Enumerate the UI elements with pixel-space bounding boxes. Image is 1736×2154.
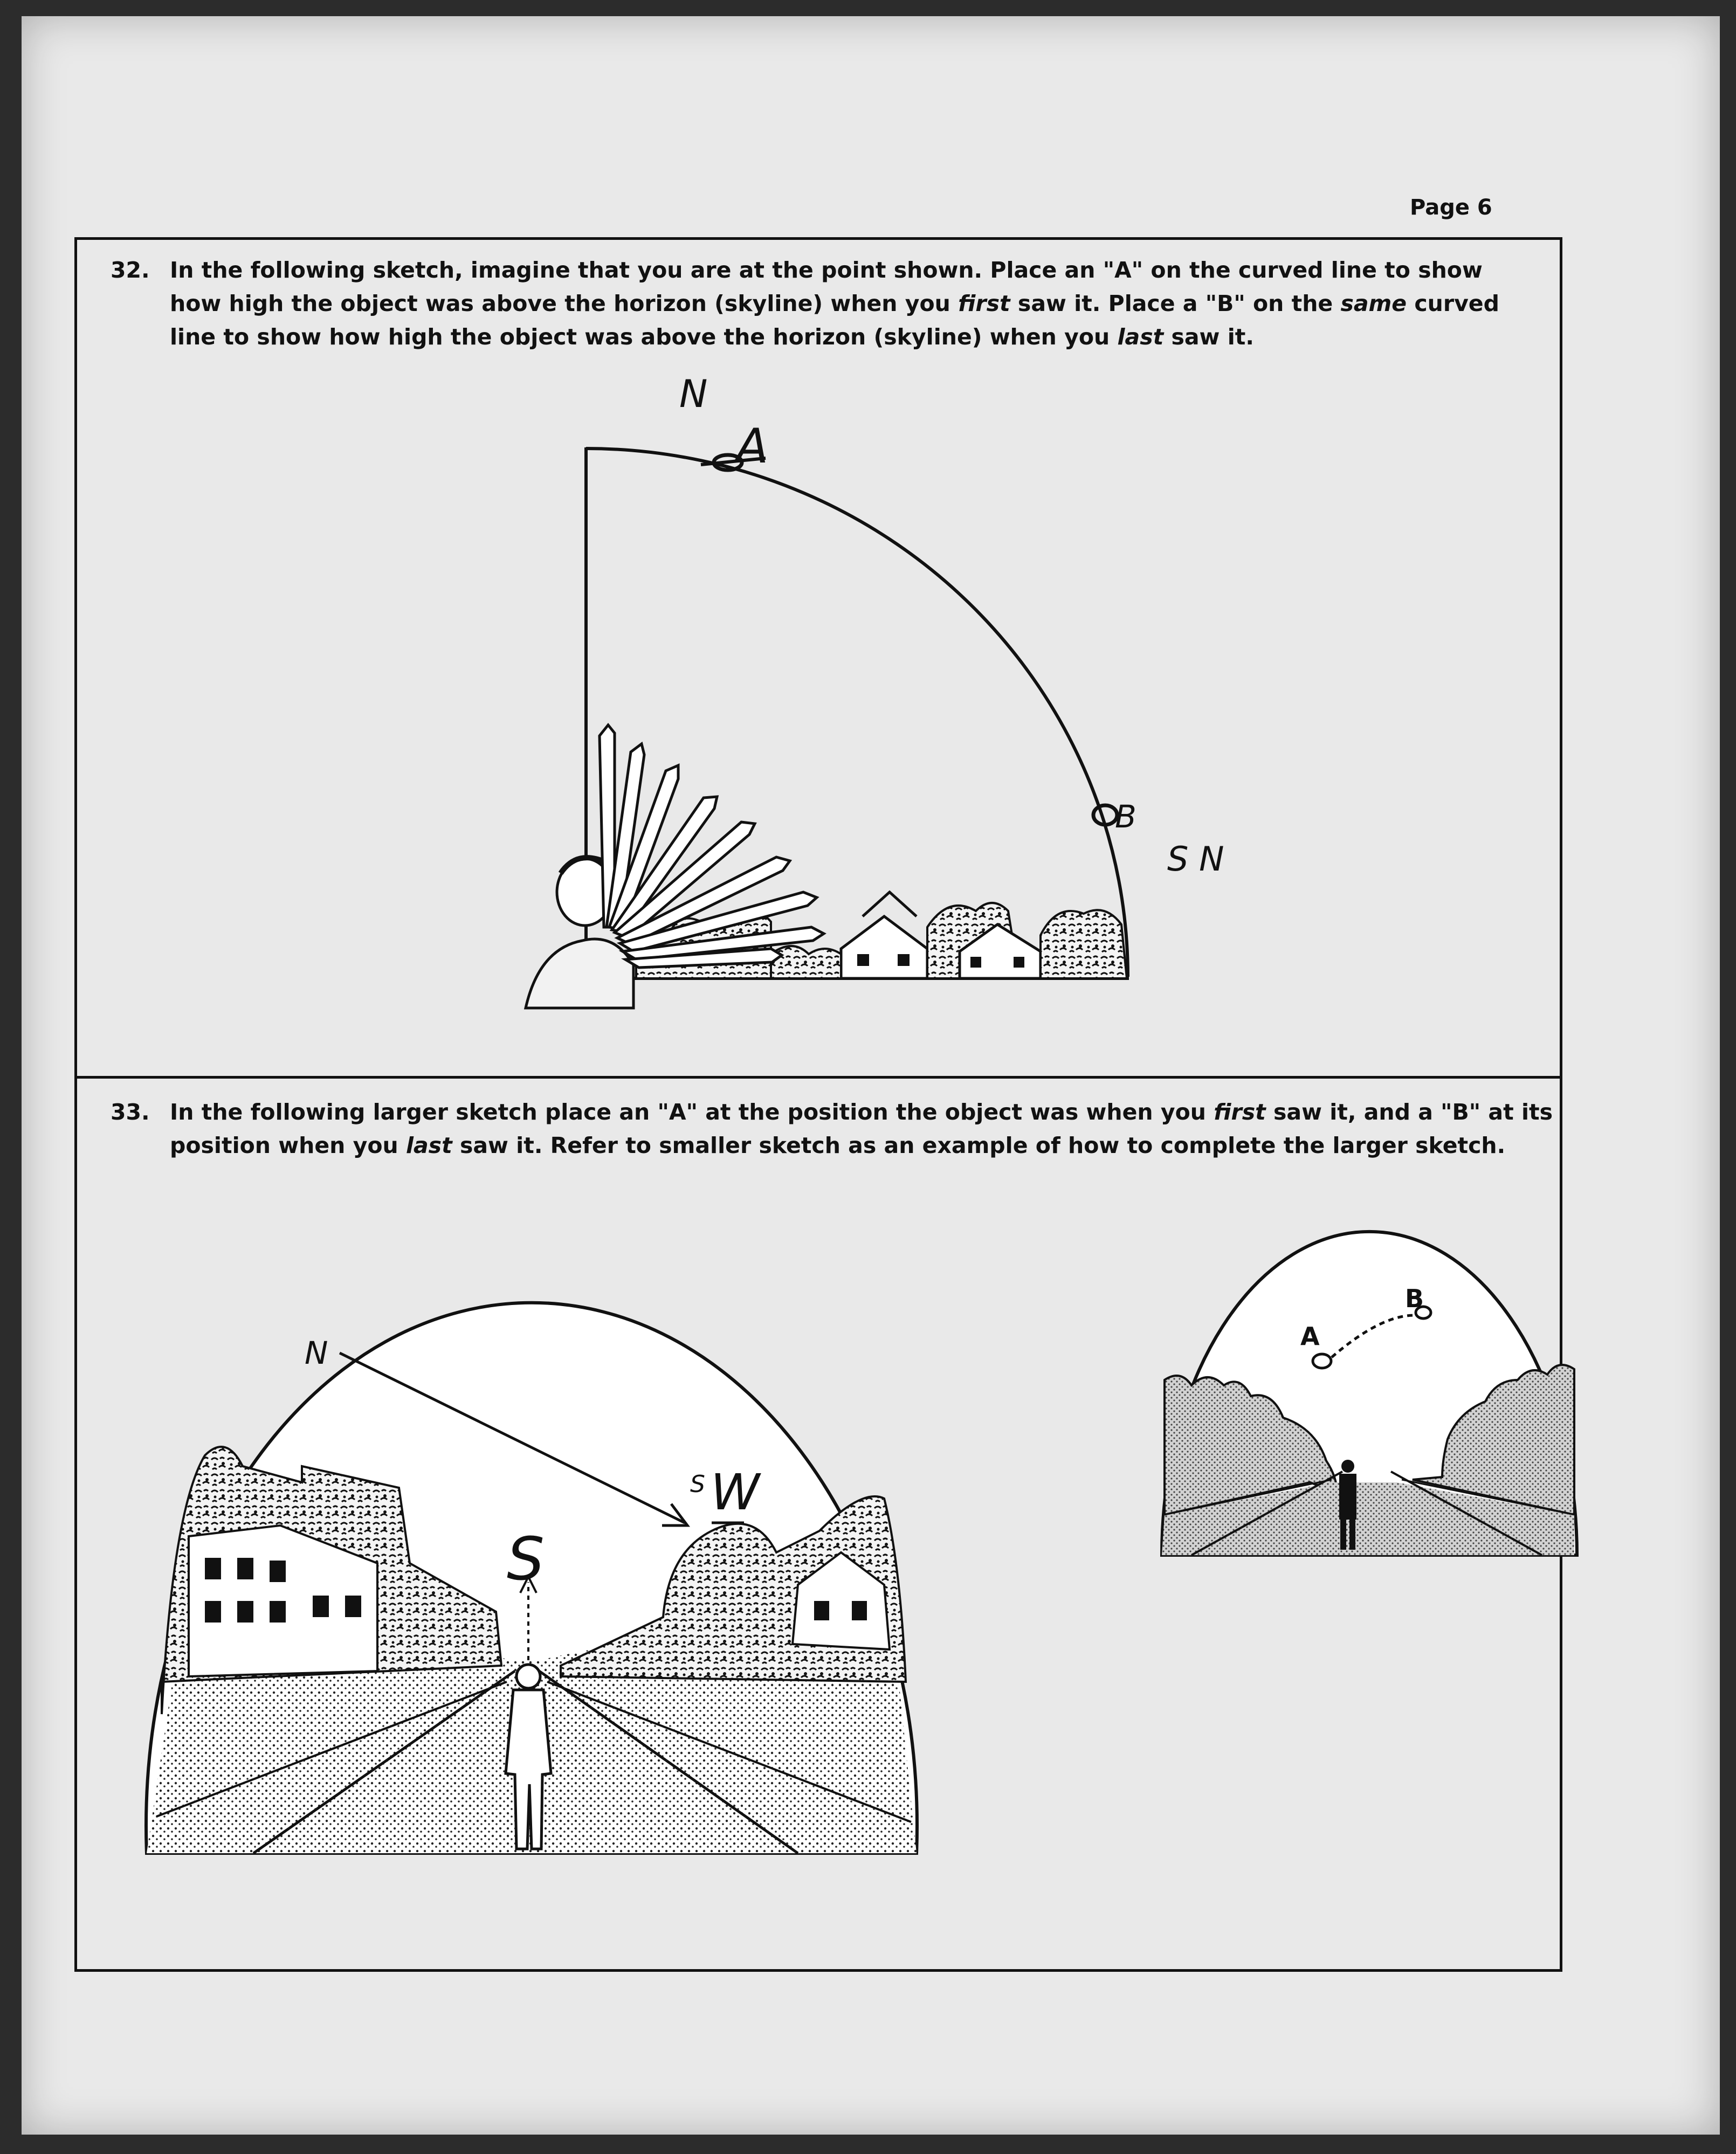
large-dome-sketch	[146, 1303, 917, 1853]
handwritten-w: W	[711, 1463, 760, 1521]
question-text: In the following larger sketch place an "A" at the position the object was when you first saw it, and a "B" at its position when you last saw it. Refer to smaller sketch as an example of how to complete the larger sketch.	[170, 1099, 1553, 1158]
handwritten-s-center: S	[507, 1524, 545, 1593]
question-number: 33.	[111, 1099, 150, 1125]
example-label-a: A	[1300, 1322, 1320, 1351]
question-text: In the following sketch, imagine that you are at the point shown. Place an "A" on the curved line to show how high the object was above the horizon (skyline) when you first saw it. Place a "B" on the same curved line to show how high the object was above the horizon (skyline) when you last saw it.	[170, 257, 1499, 350]
example-mark-a	[1313, 1354, 1331, 1368]
example-dome-sketch	[1162, 1232, 1577, 1555]
question-number: 32.	[111, 257, 150, 283]
elevation-sketch	[526, 372, 1224, 1008]
handwritten-a: A	[736, 418, 769, 474]
handwritten-s-small: S	[690, 1470, 705, 1498]
handwritten-s-n: S N	[1167, 839, 1224, 879]
handwritten-n-large: N	[305, 1335, 328, 1371]
handwritten-b: B	[1115, 798, 1136, 835]
page-number: Page 6	[1410, 195, 1492, 220]
example-label-b: B	[1405, 1284, 1424, 1313]
handwritten-n: N	[679, 372, 708, 416]
